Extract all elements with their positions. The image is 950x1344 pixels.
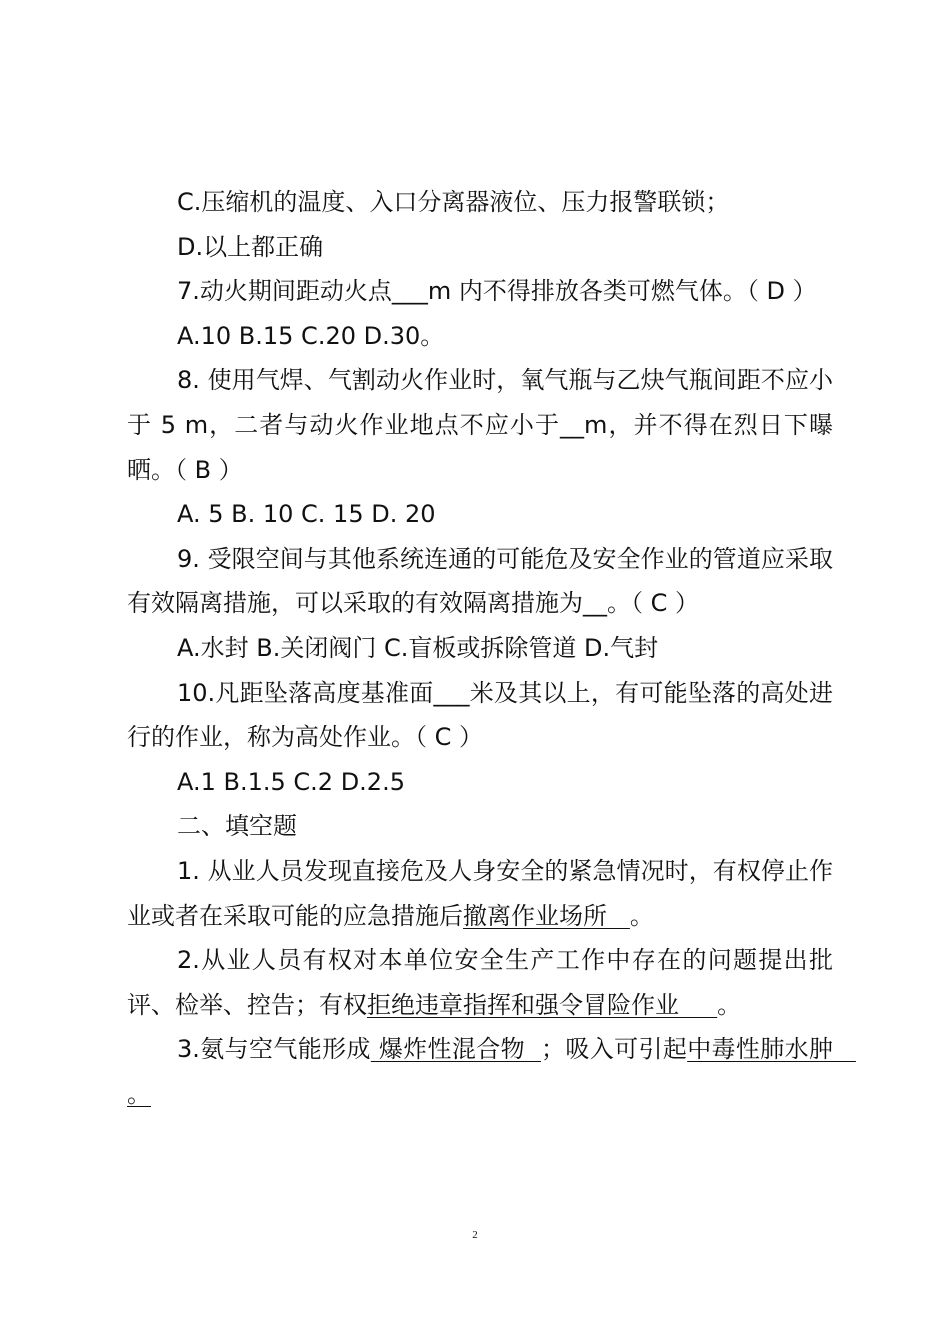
fill-in-1 — [127, 849, 833, 938]
question-8: 8. 使用气焊、气割动火作业时，氧气瓶与乙炔气瓶间距不应小于 5 m，二者与动火作业地点不应小于__m，并不得在烈日下曝晒。（ B ） — [127, 366, 833, 484]
fill-in-2-text: 2.从业人员有权对本单位安全生产工作中存在的问题提出批评、检举、控告；有权 — [127, 946, 833, 1019]
fill-in-3-answer-2: 中毒性肺水肿 。 — [127, 1035, 856, 1108]
q6-option-c: C.压缩机的温度、入口分离器液位、压力报警联锁； — [177, 188, 730, 216]
fill-in-1-end: 。 — [629, 901, 654, 930]
fill-in-1-text: 1. 从业人员发现直接危及人身安全的紧急情况时，有权停止作业或者在采取可能的应急措施后 — [127, 856, 833, 930]
question-9: 9. 受限空间与其他系统连通的可能危及安全作业的管道应采取有效隔离措施，可以采取的有效隔离措施为__。（ C ） — [127, 544, 833, 618]
fill-in-2 — [127, 938, 833, 1027]
question-8-options: A. 5 B. 10 C. 15 D. 20 — [177, 500, 436, 529]
q6-option-d: D.以上都正确 — [177, 232, 324, 261]
document-body — [127, 180, 856, 1116]
fill-in-3 — [127, 1027, 856, 1116]
section-heading-fill-in: 二、填空题 — [177, 812, 297, 841]
fill-in-2-answer: 拒绝违章指挥和强令冒险作业 — [367, 990, 718, 1019]
question-7-options: A.10 B.15 C.20 D.30。 — [177, 321, 445, 350]
question-7: 7.动火期间距动火点___m 内不得排放各类可燃气体。（ D ） — [177, 277, 817, 306]
fill-in-2-end: 。 — [717, 990, 742, 1019]
fill-in-1-answer: 撤离作业场所 — [463, 901, 630, 930]
question-9-options: A.水封 B.关闭阀门 C.盲板或拆除管道 D.气封 — [177, 633, 659, 662]
fill-in-3-mid: ；吸入可引起 — [541, 1035, 688, 1064]
question-10-options: A.1 B.1.5 C.2 D.2.5 — [177, 767, 405, 796]
fill-in-3-text: 3.氨与空气能形成 — [177, 1035, 371, 1064]
fill-in-3-answer-1: 爆炸性混合物 — [370, 1035, 541, 1064]
question-10: 10.凡距坠落高度基准面___米及其以上，有可能坠落的高处进行的作业，称为高处作业。（ C ） — [127, 678, 833, 752]
page-number: 2 — [472, 1229, 478, 1241]
